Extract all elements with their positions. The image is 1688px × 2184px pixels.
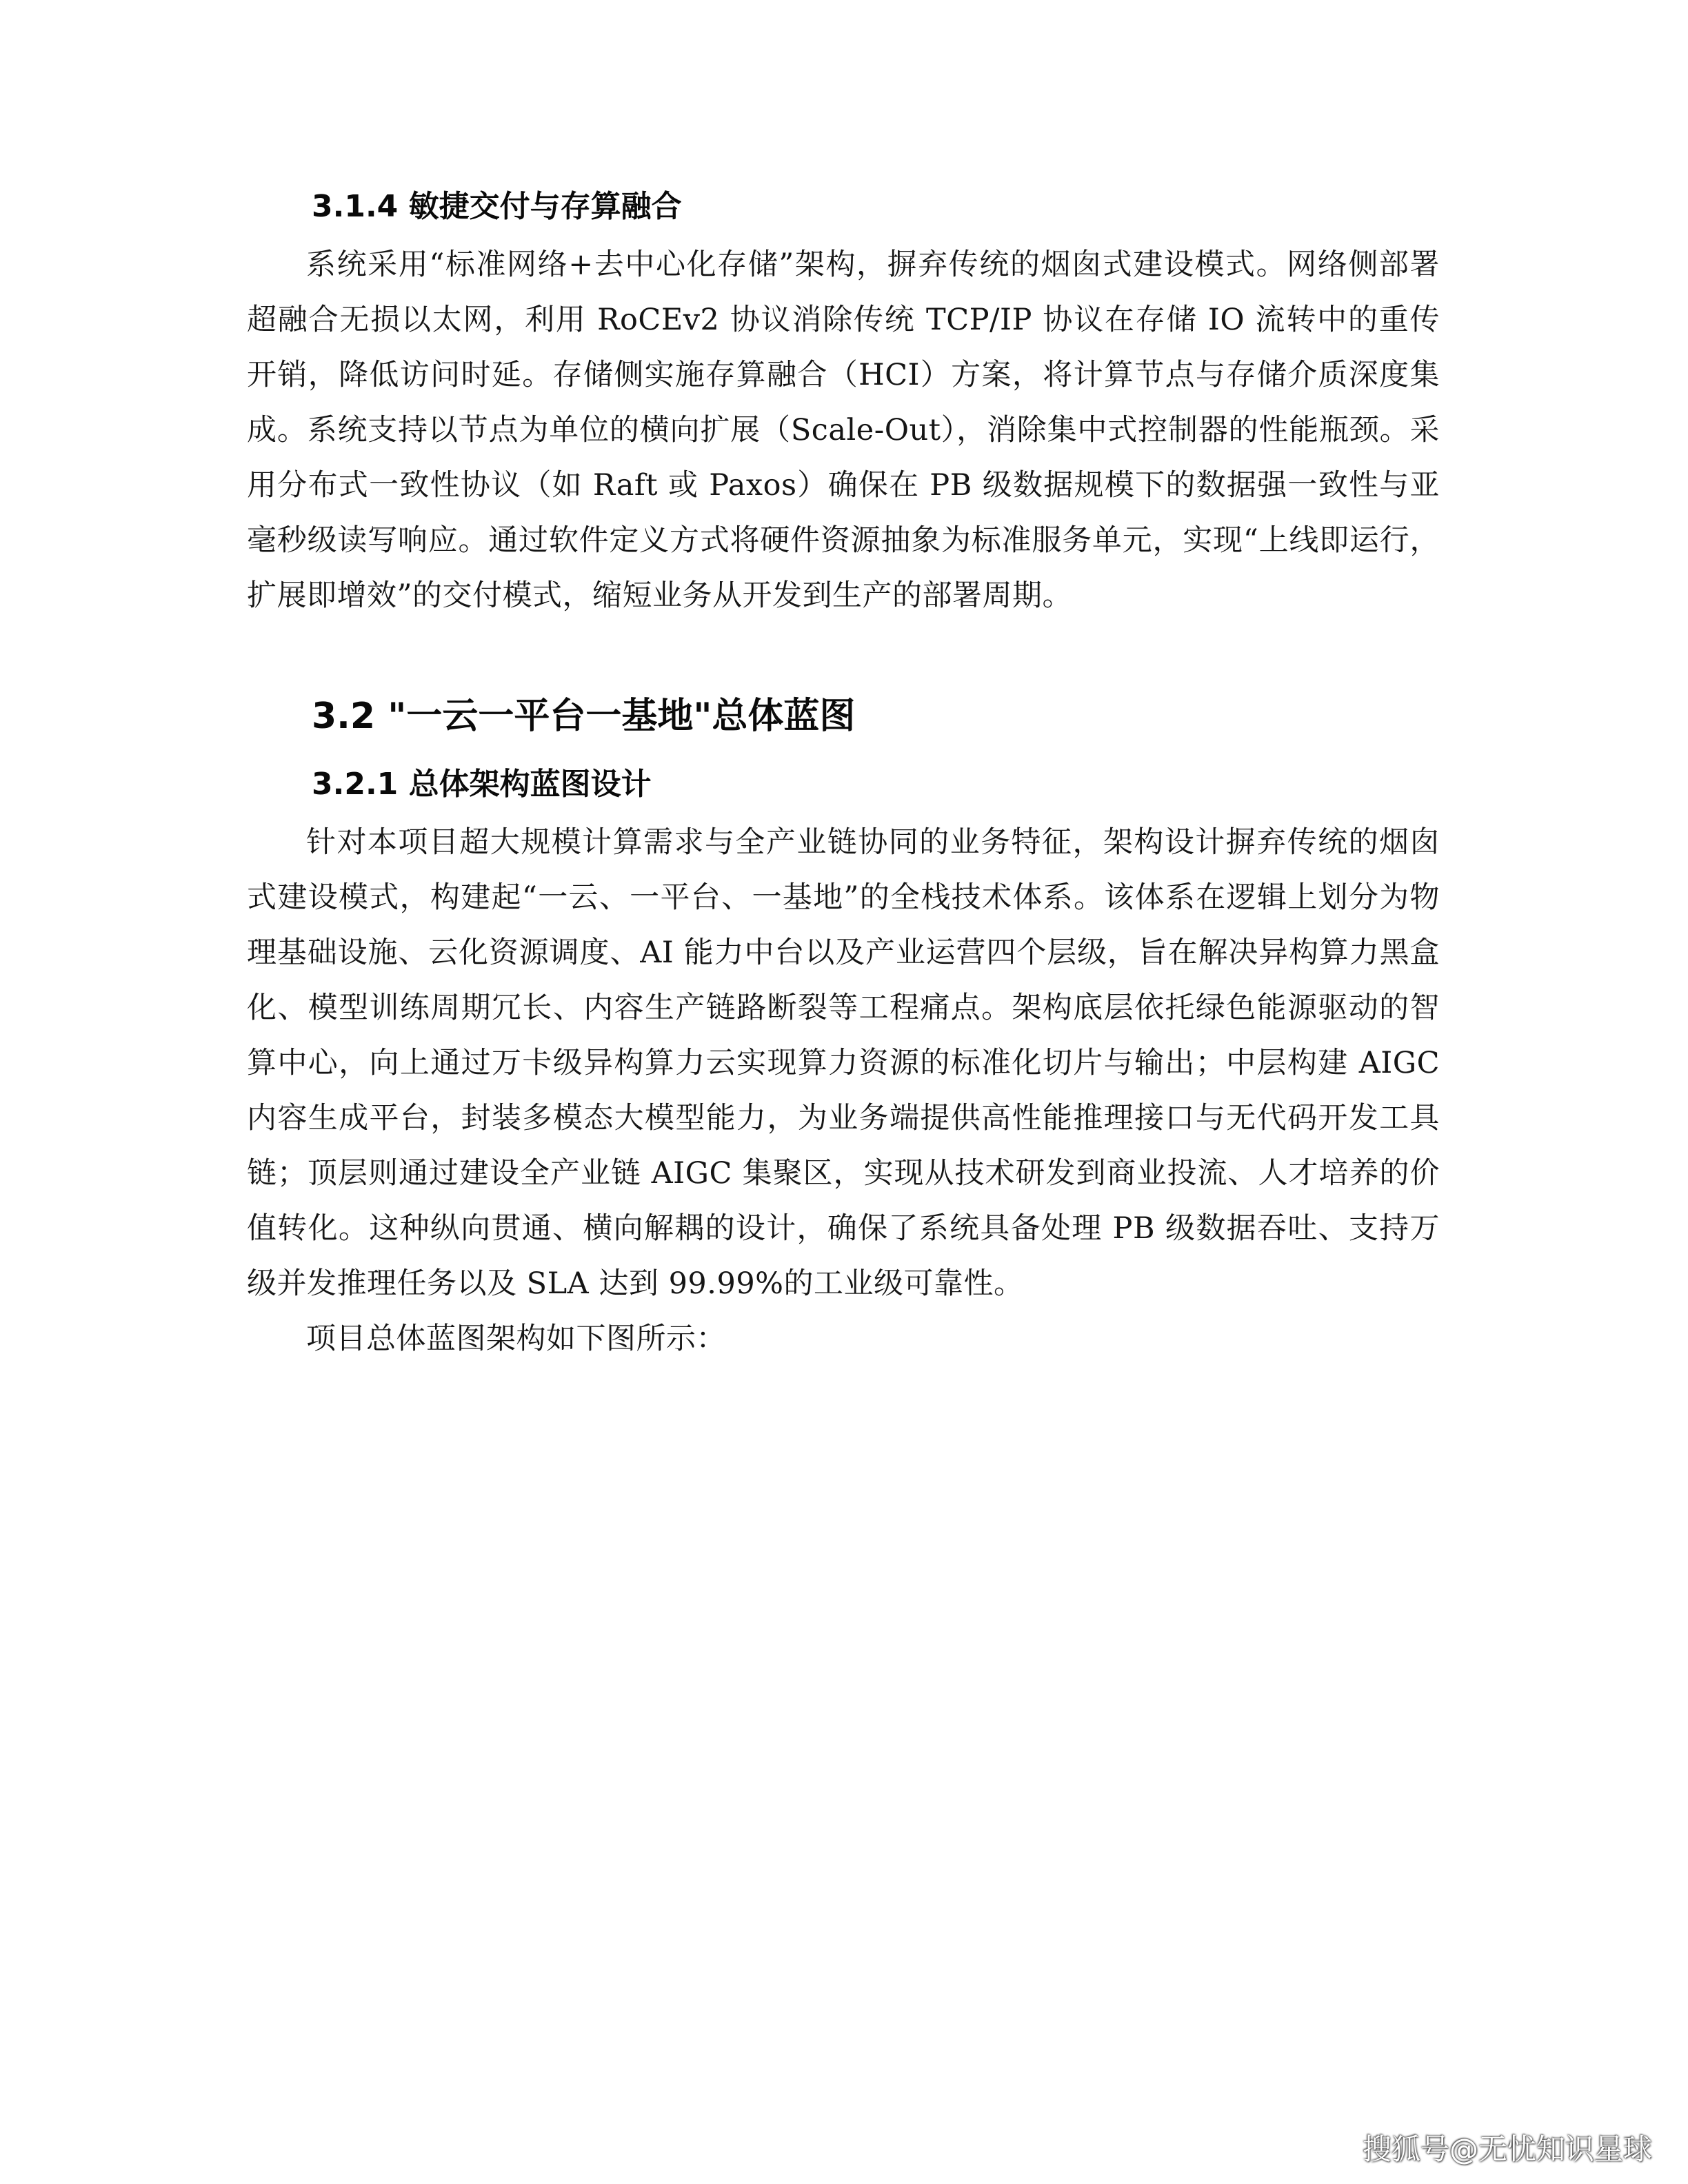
section-heading-3-2-1: 3.2.1 总体架构蓝图设计: [312, 767, 652, 802]
section-paragraph-3-1-4: 系统采用“标准网络+去中心化存储”架构，摒弃传统的烟囱式建设模式。网络侧部署超融合无损以太网，利用 RoCEv2 协议消除传统 TCP/IP 协议在存储 IO 流转中的重传开销，降低访问时延。存储侧实施存算融合（HCI）方案，将计算节点与存储介质深度集成。系统支持以节点为单位的横向扩展（Scale-Out），消除集中式控制器的性能瓶颈。采用分布式一致性协议（如 Raft 或 Paxos）确保在 PB 级数据规模下的数据强一致性与亚毫秒级读写响应。通过软件定义方式将硬件资源抽象为标准服务单元，实现“上线即运行，扩展即增效”的交付模式，缩短业务从开发到生产的部署周期。: [247, 247, 1440, 613]
section-heading-3-1-4: 3.1.4 敏捷交付与存算融合: [312, 189, 682, 224]
figure-intro-text: 项目总体蓝图架构如下图所示：: [306, 1322, 726, 1356]
watermark-text: 搜狐号@无忧知识星球: [1362, 2132, 1652, 2166]
section-paragraph-3-2-1: 针对本项目超大规模计算需求与全产业链协同的业务特征，架构设计摒弃传统的烟囱式建设模式，构建起“一云、一平台、一基地”的全栈技术体系。该体系在逻辑上划分为物理基础设施、云化资源调度、AI 能力中台以及产业运营四个层级，旨在解决异构算力黑盒化、模型训练周期冗长、内容生产链路断裂等工程痛点。架构底层依托绿色能源驱动的智算中心，向上通过万卡级异构算力云实现算力资源的标准化切片与输出；中层构建 AIGC 内容生成平台，封装多模态大模型能力，为业务端提供高性能推理接口与无代码开发工具链；顶层则通过建设全产业链 AIGC 集聚区，实现从技术研发到商业投流、人才培养的价值转化。这种纵向贯通、横向解耦的设计，确保了系统具备处理 PB 级数据吞吐、支持万级并发推理任务以及 SLA 达到 99.99%的工业级可靠性。: [247, 825, 1440, 1301]
section-heading-3-2: 3.2 "一云一平台一基地"总体蓝图: [312, 696, 856, 737]
spacer: [247, 623, 1440, 692]
page-content: [247, 186, 1440, 1366]
